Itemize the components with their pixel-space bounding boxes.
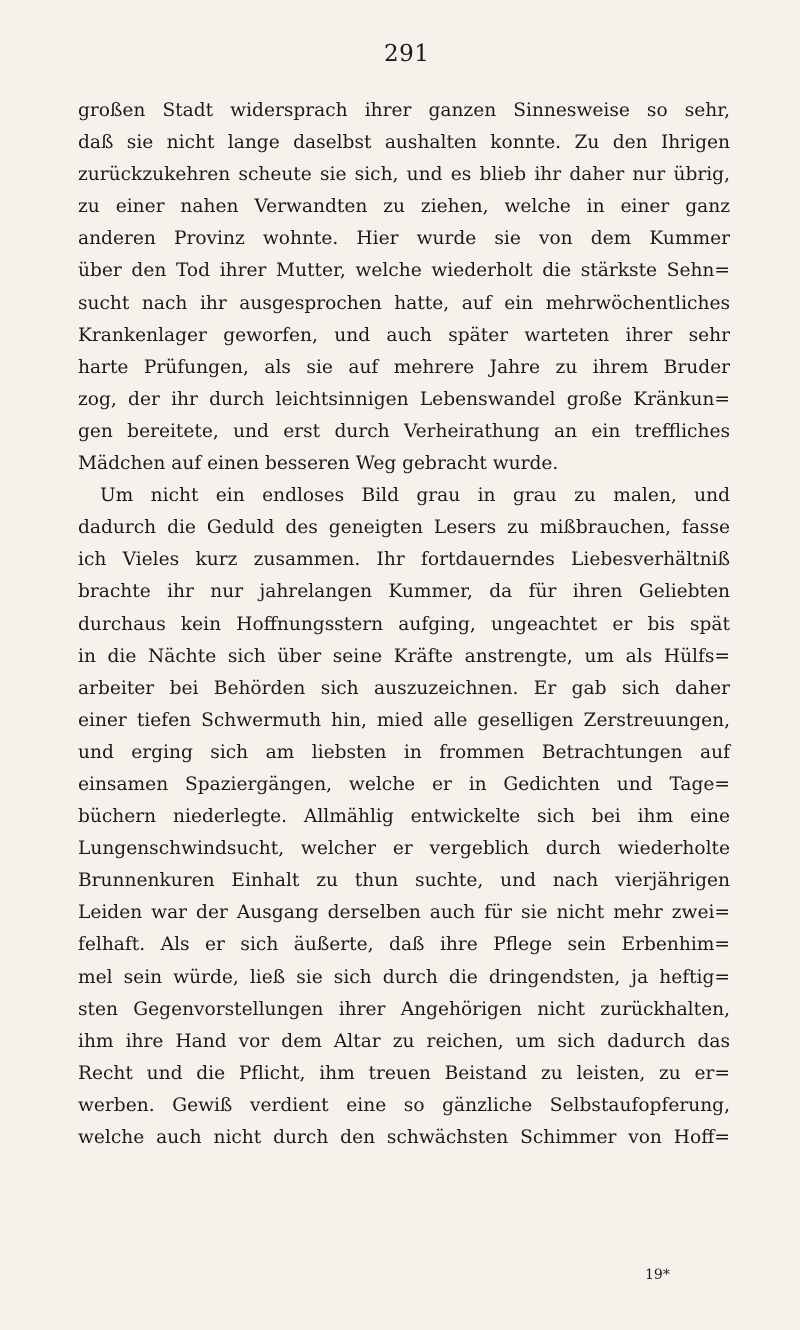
text-line: sucht nach ihr ausgesprochen hatte, auf ein mehrwöchentliches <box>78 292 730 314</box>
text-line: Leiden war der Ausgang derselben auch für sie nicht mehr zwei= <box>78 902 730 924</box>
text-line: durchaus kein Hoffnungsstern aufging, ungeachtet er bis spät <box>78 613 730 635</box>
text-line: ich Vieles kurz zusammen. Ihr fortdauerndes Liebesverhältniß <box>78 549 730 571</box>
text-line: in die Nächte sich über seine Kräfte anstrengte, um als Hülfs= <box>78 645 730 667</box>
text-line: Krankenlager geworfen, und auch später warteten ihrer sehr <box>78 324 730 346</box>
text-line: harte Prüfungen, als sie auf mehrere Jahre zu ihrem Bruder <box>78 356 730 378</box>
text-line: gen bereitete, und erst durch Verheirathung an ein treffliches <box>78 420 730 442</box>
text-line: zurückzukehren scheute sie sich, und es blieb ihr daher nur übrig, <box>78 164 730 186</box>
text-line: Um nicht ein endloses Bild grau in grau zu malen, und <box>100 485 730 507</box>
text-line: und erging sich am liebsten in frommen Betrachtungen auf <box>78 741 730 763</box>
text-line: Recht und die Pflicht, ihm treuen Beistand zu leisten, zu er= <box>78 1062 730 1084</box>
text-line: büchern niederlegte. Allmählig entwickelte sich bei ihm eine <box>78 806 730 828</box>
text-line: brachte ihr nur jahrelangen Kummer, da für ihren Geliebten <box>78 581 730 603</box>
text-line: sten Gegenvorstellungen ihrer Angehörigen nicht zurückhalten, <box>78 998 730 1020</box>
signature-mark: 19* <box>645 1267 670 1283</box>
page-number: 291 <box>384 41 430 67</box>
text-line: zu einer nahen Verwandten zu ziehen, welche in einer ganz <box>78 196 730 218</box>
text-line: einer tiefen Schwermuth hin, mied alle geselligen Zerstreuungen, <box>78 709 730 731</box>
text-line: über den Tod ihrer Mutter, welche wiederholt die stärkste Sehn= <box>78 260 730 282</box>
text-line: Brunnenkuren Einhalt zu thun suchte, und nach vierjährigen <box>78 870 730 892</box>
text-line: anderen Provinz wohnte. Hier wurde sie von dem Kummer <box>78 228 730 250</box>
text-line: werben. Gewiß verdient eine so gänzliche Selbstaufopferung, <box>78 1094 730 1116</box>
text-line: mel sein würde, ließ sie sich durch die dringendsten, ja heftig= <box>78 966 730 988</box>
text-line: einsamen Spaziergängen, welche er in Gedichten und Tage= <box>78 773 730 795</box>
text-line: welche auch nicht durch den schwächsten Schimmer von Hoff= <box>78 1127 730 1148</box>
text-line: arbeiter bei Behörden sich auszuzeichnen. Er gab sich daher <box>78 677 730 699</box>
text-line: großen Stadt widersprach ihrer ganzen Sinnesweise so sehr, <box>78 100 730 121</box>
text-line: ihm ihre Hand vor dem Altar zu reichen, um sich dadurch das <box>78 1030 730 1052</box>
text-line: dadurch die Geduld des geneigten Lesers zu mißbrauchen, fasse <box>78 517 730 539</box>
text-line: Mädchen auf einen besseren Weg gebracht wurde. <box>78 453 559 475</box>
text-line: felhaft. Als er sich äußerte, daß ihre Pflege sein Erbenhim= <box>78 934 730 956</box>
body-text <box>78 95 730 1154</box>
text-line: zog, der ihr durch leichtsinnigen Lebenswandel große Kränkun= <box>78 388 730 410</box>
text-line: daß sie nicht lange daselbst aushalten konnte. Zu den Ihrigen <box>78 132 730 154</box>
text-line: Lungenschwindsucht, welcher er vergeblich durch wiederholte <box>78 838 730 860</box>
